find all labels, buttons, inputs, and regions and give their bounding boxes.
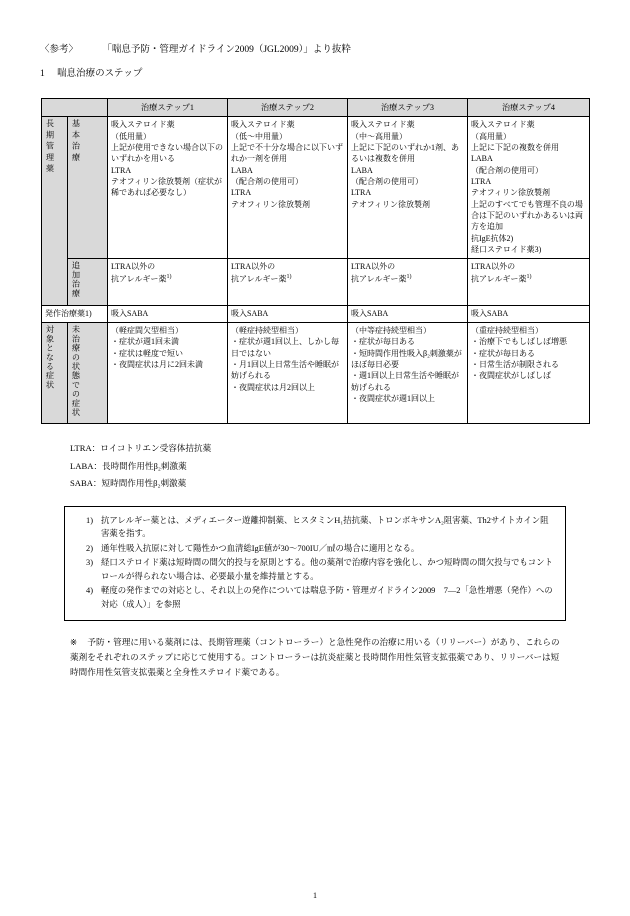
- row-label-long-term: 長期管理薬: [42, 117, 68, 305]
- column-header-step4: 治療ステップ4: [468, 98, 590, 117]
- legend-ltra: LTRA：ロイコトリエン受容体拮抗薬: [70, 443, 212, 454]
- cell-basic-step2: 吸入ステロイド薬 （低～中用量） 上記で不十分な場合に以下いずれか一剤を併用 LABA （配合剤の使用可） LTRA テオフィリン徐放製剤: [228, 117, 348, 259]
- reference-header: [40, 44, 590, 58]
- footnotes-box: [64, 506, 566, 621]
- treatment-step-table: [41, 98, 590, 425]
- note-number: 2): [86, 543, 93, 553]
- cell-basic-step3: 吸入ステロイド薬 （中～高用量） 上記に下記のいずれか1剤、あるいは複数を併用 LABA （配合剤の使用可） LTRA テオフィリン徐放製剤: [348, 117, 468, 259]
- section-title: [40, 68, 590, 82]
- note-number: 4): [86, 586, 93, 596]
- table-row-additional-treatment: [42, 259, 590, 305]
- table-corner-cell: [42, 98, 108, 117]
- column-header-step2: 治療ステップ2: [228, 98, 348, 117]
- note-text: 抗アレルギー薬とは、メディエーター遊離抑制薬、ヒスタミンH₁拮抗薬、トロンボキサンA₂阻害薬、Th2サイトカイン阻害薬を指す。: [101, 515, 549, 539]
- note-text: 経口ステロイド薬は短時間の間欠的投与を原則とする。他の薬剤で治療内容を強化し、かつ短時間の間欠投与でもコントロールが得られない場合は、必要最小量を維持量とする。: [101, 558, 553, 581]
- summary-footnote-text: 予防・管理に用いる薬剤には、長期管理薬（コントローラー）と急性発作の治療に用いる（リリーバー）があり、これらの薬剤をそれぞれのステップに応じて使用する。コントローラーは抗炎症薬と長時間作用性気管支拡張薬であり、リリーバーは短時間作用性気管支拡張薬と全身性ステロイド薬である。: [70, 637, 560, 677]
- table-row-symptoms: [42, 323, 590, 424]
- cell-basic-step4: 吸入ステロイド薬 （高用量） 上記に下記の複数を併用 LABA （配合剤の使用可） LTRA テオフィリン徐放製剤 上記のすべてでも管理不良の場合は下記のいずれかあるいは両方を追加 抗IgE抗体2) 経口ステロイド薬3): [468, 117, 590, 259]
- cell-onset-step4: 吸入SABA: [468, 305, 590, 322]
- row-label-basic: 基本治療: [68, 117, 108, 259]
- abbreviation-legend: [70, 440, 590, 492]
- column-header-step3: 治療ステップ3: [348, 98, 468, 117]
- column-header-step1: 治療ステップ1: [108, 98, 228, 117]
- table-header-row: [42, 98, 590, 117]
- note-text: 通年性吸入抗原に対して陽性かつ血清総IgE値が30～700IU／㎖の場合に適用となる。: [101, 543, 420, 553]
- note-item: [75, 542, 555, 555]
- note-number: 3): [86, 558, 93, 568]
- section-title-text: 喘息治療のステップ: [57, 68, 143, 79]
- cell-basic-step1: 吸入ステロイド薬 （低用量） 上記が使用できない場合以下のいずれかを用いる LTRA テオフィリン徐放製剤（症状が稀であれば必要なし）: [108, 117, 228, 259]
- table-row-basic-treatment: [42, 117, 590, 259]
- legend-laba: LABA：長時間作用性β₂刺激薬: [70, 460, 187, 471]
- note-item: [75, 514, 555, 541]
- cell-symptoms-step1: （軽症間欠型相当） ・症状が週1回未満 ・症状は軽度で短い ・夜間症状は月に2回未満: [108, 323, 228, 424]
- reference-label: 〈参考〉: [40, 45, 79, 55]
- row-label-onset: 発作治療薬1): [42, 305, 108, 322]
- row-label-symptoms-inner: 未治療の状態での症状: [68, 323, 108, 424]
- cell-additional-step3: LTRA以外の 抗アレルギー薬$^{1)}$: [348, 259, 468, 305]
- reference-text: 「喘息予防・管理ガイドライン2009（JGL2009）」より抜粋: [102, 45, 351, 55]
- note-item: [75, 584, 555, 611]
- page-number: 1: [313, 891, 317, 901]
- asterisk-icon: ※: [70, 637, 78, 647]
- cell-symptoms-step2: （軽症持続型相当） ・症状が週1回以上、しかし毎日ではない ・月1回以上日常生活や睡眠が妨げられる ・夜間症状は月2回以上: [228, 323, 348, 424]
- note-item: [75, 556, 555, 583]
- row-label-additional: 追加治療: [68, 259, 108, 305]
- note-text: 軽度の発作までの対応とし、それ以上の発作については喘息予防・管理ガイドライン2009 7―2「急性増悪（発作）への対応（成人）」を参照: [101, 586, 553, 609]
- cell-onset-step1: 吸入SABA: [108, 305, 228, 322]
- section-number: 1: [40, 68, 45, 79]
- table-row-onset-medication: [42, 305, 590, 322]
- note-number: 1): [86, 515, 93, 525]
- legend-saba: SABA：短時間作用性β₂刺激薬: [70, 477, 187, 488]
- cell-additional-step1: LTRA以外の 抗アレルギー薬$^{1)}$: [108, 259, 228, 305]
- cell-additional-step4: LTRA以外の 抗アレルギー薬$^{1)}$: [468, 259, 590, 305]
- cell-additional-step2: LTRA以外の 抗アレルギー薬$^{1)}$: [228, 259, 348, 305]
- row-label-symptoms-outer: 対象となる症状: [42, 323, 68, 424]
- cell-onset-step3: 吸入SABA: [348, 305, 468, 322]
- cell-symptoms-step3: （中等症持続型相当） ・症状が毎日ある ・短時間作用性吸入β₂刺激薬がほぼ毎日必要 ・週1回以上日常生活や睡眠が妨げられる ・夜間症状が週1回以上: [348, 323, 468, 424]
- summary-footnote: [70, 635, 560, 679]
- cell-onset-step2: 吸入SABA: [228, 305, 348, 322]
- cell-symptoms-step4: （重症持続型相当） ・治療下でもしばしば増悪 ・症状が毎日ある ・日常生活が制限される ・夜間症状がしばしば: [468, 323, 590, 424]
